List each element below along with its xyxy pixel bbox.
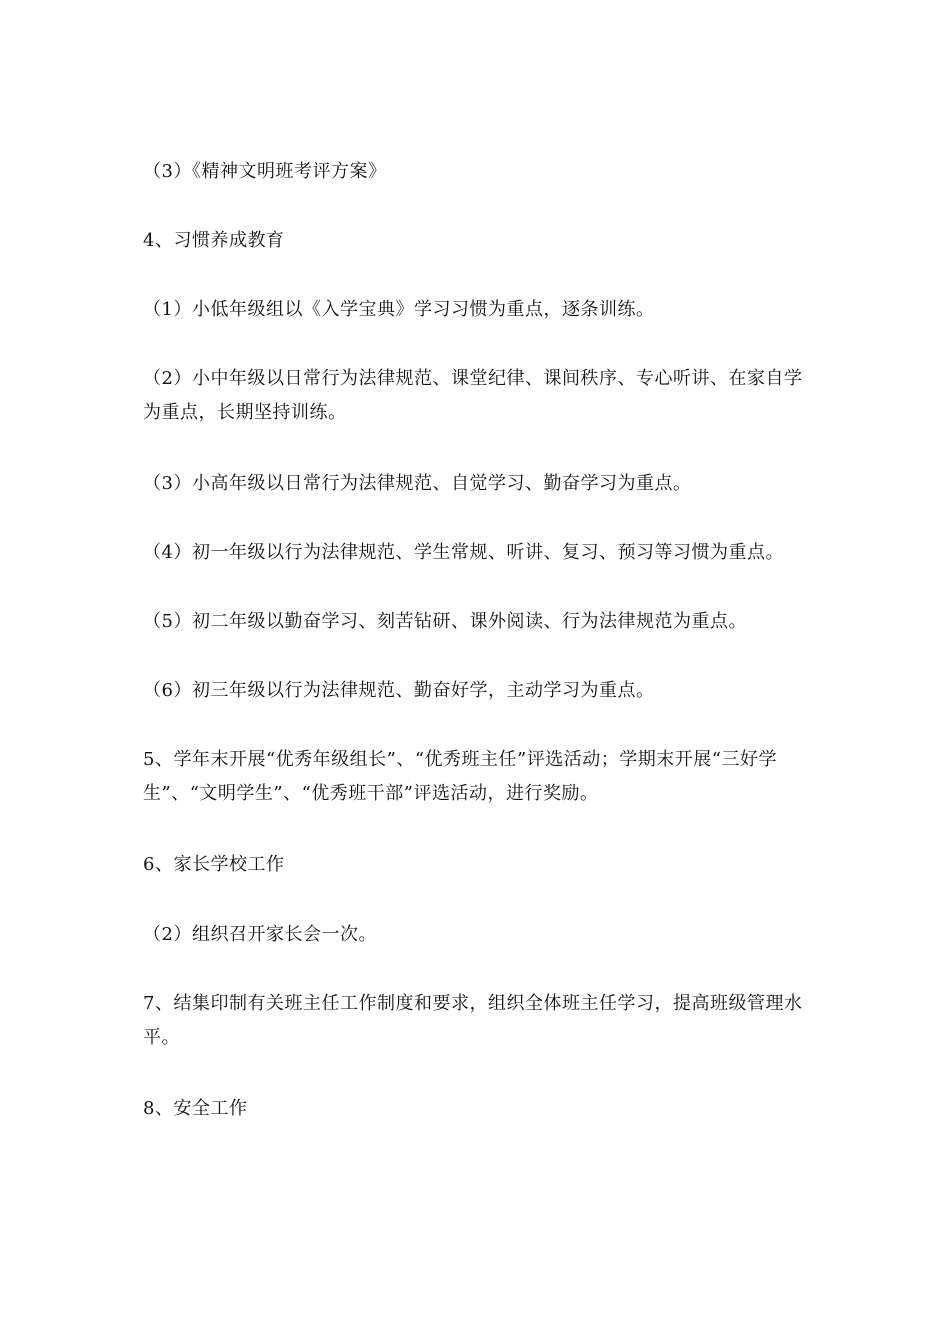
heading-habit-education: 4、习惯养成教育 [143,230,285,251]
heading-parent-school: 6、家长学校工作 [143,854,285,875]
paragraph-spirit-civilization-plan: （3）《精神文明班考评方案》 [143,161,387,182]
paragraph-grade-8: （5）初二年级以勤奋学习、刻苦钻研、课外阅读、行为法律规范为重点。 [143,611,747,632]
paragraph-middle-primary: （2）小中年级以日常行为法律规范、课堂纪律、课间秩序、专心听讲、在家自学为重点，长期坚持训练。 [143,368,803,423]
paragraph-grade-7: （4）初一年级以行为法律规范、学生常规、听讲、复习、预习等习惯为重点。 [143,542,784,563]
paragraph-parent-meeting: （2）组织召开家长会一次。 [143,924,377,945]
heading-safety-work: 8、安全工作 [143,1098,248,1119]
paragraph-teacher-rules: 7、结集印制有关班主任工作制度和要求，组织全体班主任学习，提高班级管理水平。 [143,993,803,1048]
paragraph-lower-primary: （1）小低年级组以《入学宝典》学习习惯为重点，逐条训练。 [143,299,655,320]
paragraph-awards-selection: 5、学年末开展“优秀年级组长”、“优秀班主任”评选活动；学期末开展“三好学生”、“文明学生”、“优秀班干部”评选活动，进行奖励。 [143,749,777,804]
paragraph-grade-9: （6）初三年级以行为法律规范、勤奋好学，主动学习为重点。 [143,680,655,701]
paragraph-upper-primary: （3）小高年级以日常行为法律规范、自觉学习、勤奋学习为重点。 [143,473,692,494]
